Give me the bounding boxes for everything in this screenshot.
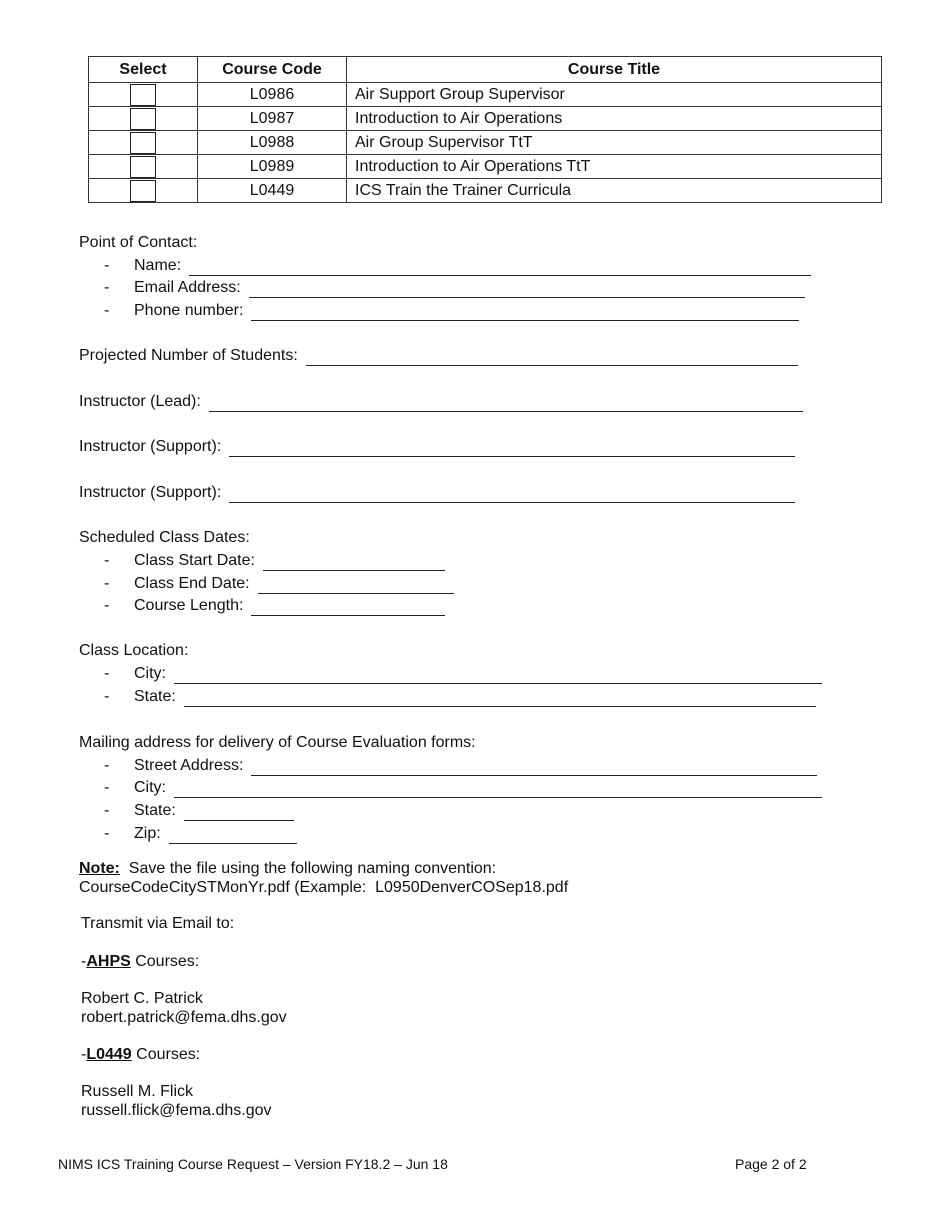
course-title-header: Course Title bbox=[347, 57, 882, 83]
bullet-dash: - bbox=[104, 575, 110, 592]
table-row bbox=[89, 131, 882, 155]
location-state-row: State: bbox=[134, 687, 816, 707]
bullet-dash: - bbox=[104, 688, 110, 705]
course-title: Introduction to Air Operations TtT bbox=[347, 155, 882, 179]
instructor-support-row: Instructor (Support): bbox=[79, 437, 795, 457]
contact-name-row: Name: bbox=[134, 256, 811, 276]
l0449-courses-heading: - L0449 Courses: bbox=[81, 1046, 201, 1063]
mailing-street-field[interactable] bbox=[251, 760, 817, 776]
table-row bbox=[89, 83, 882, 107]
l0449-contact-email[interactable]: russell.flick@fema.dhs.gov bbox=[81, 1102, 272, 1119]
table-row bbox=[89, 179, 882, 203]
note-title: Note: bbox=[79, 860, 120, 877]
course-code: L0986 bbox=[198, 83, 347, 107]
bullet-dash: - bbox=[104, 597, 110, 614]
class-start-field[interactable] bbox=[263, 555, 445, 571]
bullet-dash: - bbox=[104, 552, 110, 569]
table-row bbox=[89, 107, 882, 131]
location-state-field[interactable] bbox=[184, 691, 816, 707]
course-length-row: Course Length: bbox=[134, 596, 445, 616]
class-start-row: Class Start Date: bbox=[134, 551, 445, 571]
instructor-lead-row: Instructor (Lead): bbox=[79, 392, 803, 412]
students-field[interactable] bbox=[306, 350, 798, 366]
course-code: L0987 bbox=[198, 107, 347, 131]
location-city-row: City: bbox=[134, 664, 822, 684]
bullet-dash: - bbox=[104, 802, 110, 819]
mailing-zip-field[interactable] bbox=[169, 828, 297, 844]
course-title: ICS Train the Trainer Curricula bbox=[347, 179, 882, 203]
bullet-dash: - bbox=[104, 302, 110, 319]
instructor-support-field[interactable] bbox=[229, 487, 795, 503]
note-line bbox=[79, 859, 496, 879]
contact-email-field[interactable] bbox=[249, 282, 805, 298]
bullet-dash: - bbox=[104, 279, 110, 296]
mailing-state-row: State: bbox=[134, 801, 294, 821]
footer-version: NIMS ICS Training Course Request – Version FY18.2 – Jun 18 bbox=[58, 1156, 448, 1172]
table-header-row bbox=[89, 57, 882, 83]
dates-heading: Scheduled Class Dates: bbox=[79, 529, 250, 546]
note-text: Save the file using the following naming convention: bbox=[119, 860, 497, 877]
select-checkbox[interactable] bbox=[130, 108, 156, 130]
select-checkbox[interactable] bbox=[130, 84, 156, 106]
ahps-contact-name: Robert C. Patrick bbox=[81, 990, 203, 1007]
ahps-courses-heading: - AHPS Courses: bbox=[81, 953, 200, 970]
instructor-support-field[interactable] bbox=[229, 441, 795, 457]
mailing-state-field[interactable] bbox=[184, 805, 294, 821]
bullet-dash: - bbox=[104, 257, 110, 274]
table-row bbox=[89, 155, 882, 179]
location-heading: Class Location: bbox=[79, 642, 189, 659]
contact-phone-row: Phone number: bbox=[134, 301, 799, 321]
bullet-dash: - bbox=[104, 665, 110, 682]
select-checkbox[interactable] bbox=[130, 132, 156, 154]
course-title: Air Support Group Supervisor bbox=[347, 83, 882, 107]
class-end-field[interactable] bbox=[258, 578, 454, 594]
class-end-row: Class End Date: bbox=[134, 574, 454, 594]
course-table bbox=[88, 56, 882, 203]
contact-name-field[interactable] bbox=[189, 260, 811, 276]
bullet-dash: - bbox=[104, 825, 110, 842]
location-city-field[interactable] bbox=[174, 668, 822, 684]
ahps-contact-email[interactable]: robert.patrick@fema.dhs.gov bbox=[81, 1009, 287, 1026]
course-title: Introduction to Air Operations bbox=[347, 107, 882, 131]
select-checkbox[interactable] bbox=[130, 180, 156, 202]
select-checkbox[interactable] bbox=[130, 156, 156, 178]
l0449-contact-name: Russell M. Flick bbox=[81, 1083, 194, 1100]
bullet-dash: - bbox=[104, 779, 110, 796]
transmit-text: Transmit via Email to: bbox=[81, 915, 235, 932]
mailing-city-field[interactable] bbox=[174, 782, 822, 798]
bullet-dash: - bbox=[104, 757, 110, 774]
students-row: Projected Number of Students: bbox=[79, 346, 798, 366]
select-header: Select bbox=[89, 57, 198, 83]
course-code-header: Course Code bbox=[198, 57, 347, 83]
course-code: L0988 bbox=[198, 131, 347, 155]
course-code: L0449 bbox=[198, 179, 347, 203]
instructor-lead-field[interactable] bbox=[209, 396, 803, 412]
course-code: L0989 bbox=[198, 155, 347, 179]
course-title: Air Group Supervisor TtT bbox=[347, 131, 882, 155]
note-line-2: CourseCodeCitySTMonYr.pdf (Example: L0950DenverCOSep18.pdf bbox=[79, 879, 569, 896]
mailing-city-row: City: bbox=[134, 778, 822, 798]
instructor-support-row: Instructor (Support): bbox=[79, 483, 795, 503]
footer-page-number: Page 2 of 2 bbox=[735, 1156, 807, 1172]
contact-phone-field[interactable] bbox=[251, 305, 799, 321]
contact-email-row: Email Address: bbox=[134, 278, 805, 298]
mailing-street-row: Street Address: bbox=[134, 756, 817, 776]
contact-heading: Point of Contact: bbox=[79, 234, 198, 251]
mailing-zip-row: Zip: bbox=[134, 824, 297, 844]
course-length-field[interactable] bbox=[251, 600, 445, 616]
mailing-heading: Mailing address for delivery of Course Evaluation forms: bbox=[79, 734, 476, 751]
